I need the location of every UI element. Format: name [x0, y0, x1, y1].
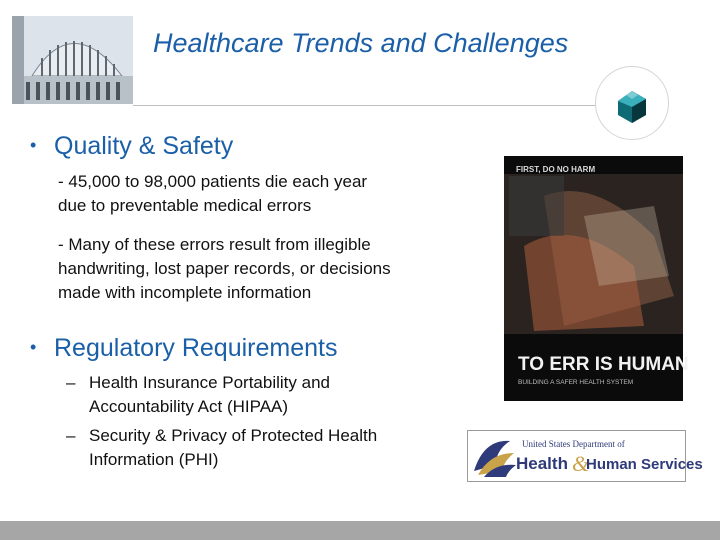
sub-item-hipaa	[66, 371, 330, 419]
paragraph-line: - Many of these errors result from illegible	[58, 235, 371, 254]
section-heading-regulatory: Regulatory Requirements	[54, 334, 338, 362]
paragraph-errors-cause	[58, 233, 391, 305]
paragraph-line: due to preventable medical errors	[58, 196, 312, 215]
title-divider	[133, 105, 603, 106]
book-cover-art	[504, 156, 689, 401]
book-title: TO ERR IS HUMAN	[518, 354, 689, 375]
section-heading-quality-safety: Quality & Safety	[54, 132, 234, 160]
paragraph-errors-count	[58, 170, 367, 218]
cube-logo	[595, 66, 669, 140]
hhs-line1: United States Department of	[522, 439, 625, 449]
book-top-text: FIRST, DO NO HARM	[516, 165, 596, 174]
bullet-dot: •	[30, 134, 37, 155]
hhs-logo	[467, 430, 703, 482]
sub-item-dash: –	[66, 373, 76, 392]
capitol-dome-image	[12, 16, 133, 104]
sub-item-phi	[66, 424, 377, 472]
capitol-dome-icon	[12, 16, 133, 104]
paragraph-line: made with incomplete information	[58, 283, 312, 302]
sub-item-line: Information (PHI)	[89, 450, 219, 469]
bullet-quality-safety	[30, 132, 233, 161]
book-cover-image	[504, 156, 689, 401]
sub-item-dash: –	[66, 426, 76, 445]
book-subtitle: BUILDING A SAFER HEALTH SYSTEM	[518, 379, 634, 386]
sub-item-line: Security & Privacy of Protected Health	[89, 426, 378, 445]
hhs-human-services: Human Services	[586, 456, 703, 473]
bullet-regulatory-requirements	[30, 334, 337, 363]
hhs-amp: &	[572, 451, 590, 476]
bullet-dot: •	[30, 336, 37, 357]
sub-item-line: Health Insurance Portability and	[89, 373, 330, 392]
hhs-eagle-icon	[468, 431, 703, 481]
cube-logo-icon	[596, 67, 668, 139]
hhs-health: Health	[516, 454, 568, 473]
paragraph-line: - 45,000 to 98,000 patients die each year	[58, 172, 368, 191]
paragraph-line: handwriting, lost paper records, or decisions	[58, 259, 391, 278]
footer-bar	[0, 521, 720, 540]
slide-title: Healthcare Trends and Challenges	[153, 28, 569, 58]
sub-item-line: Accountability Act (HIPAA)	[89, 397, 289, 416]
